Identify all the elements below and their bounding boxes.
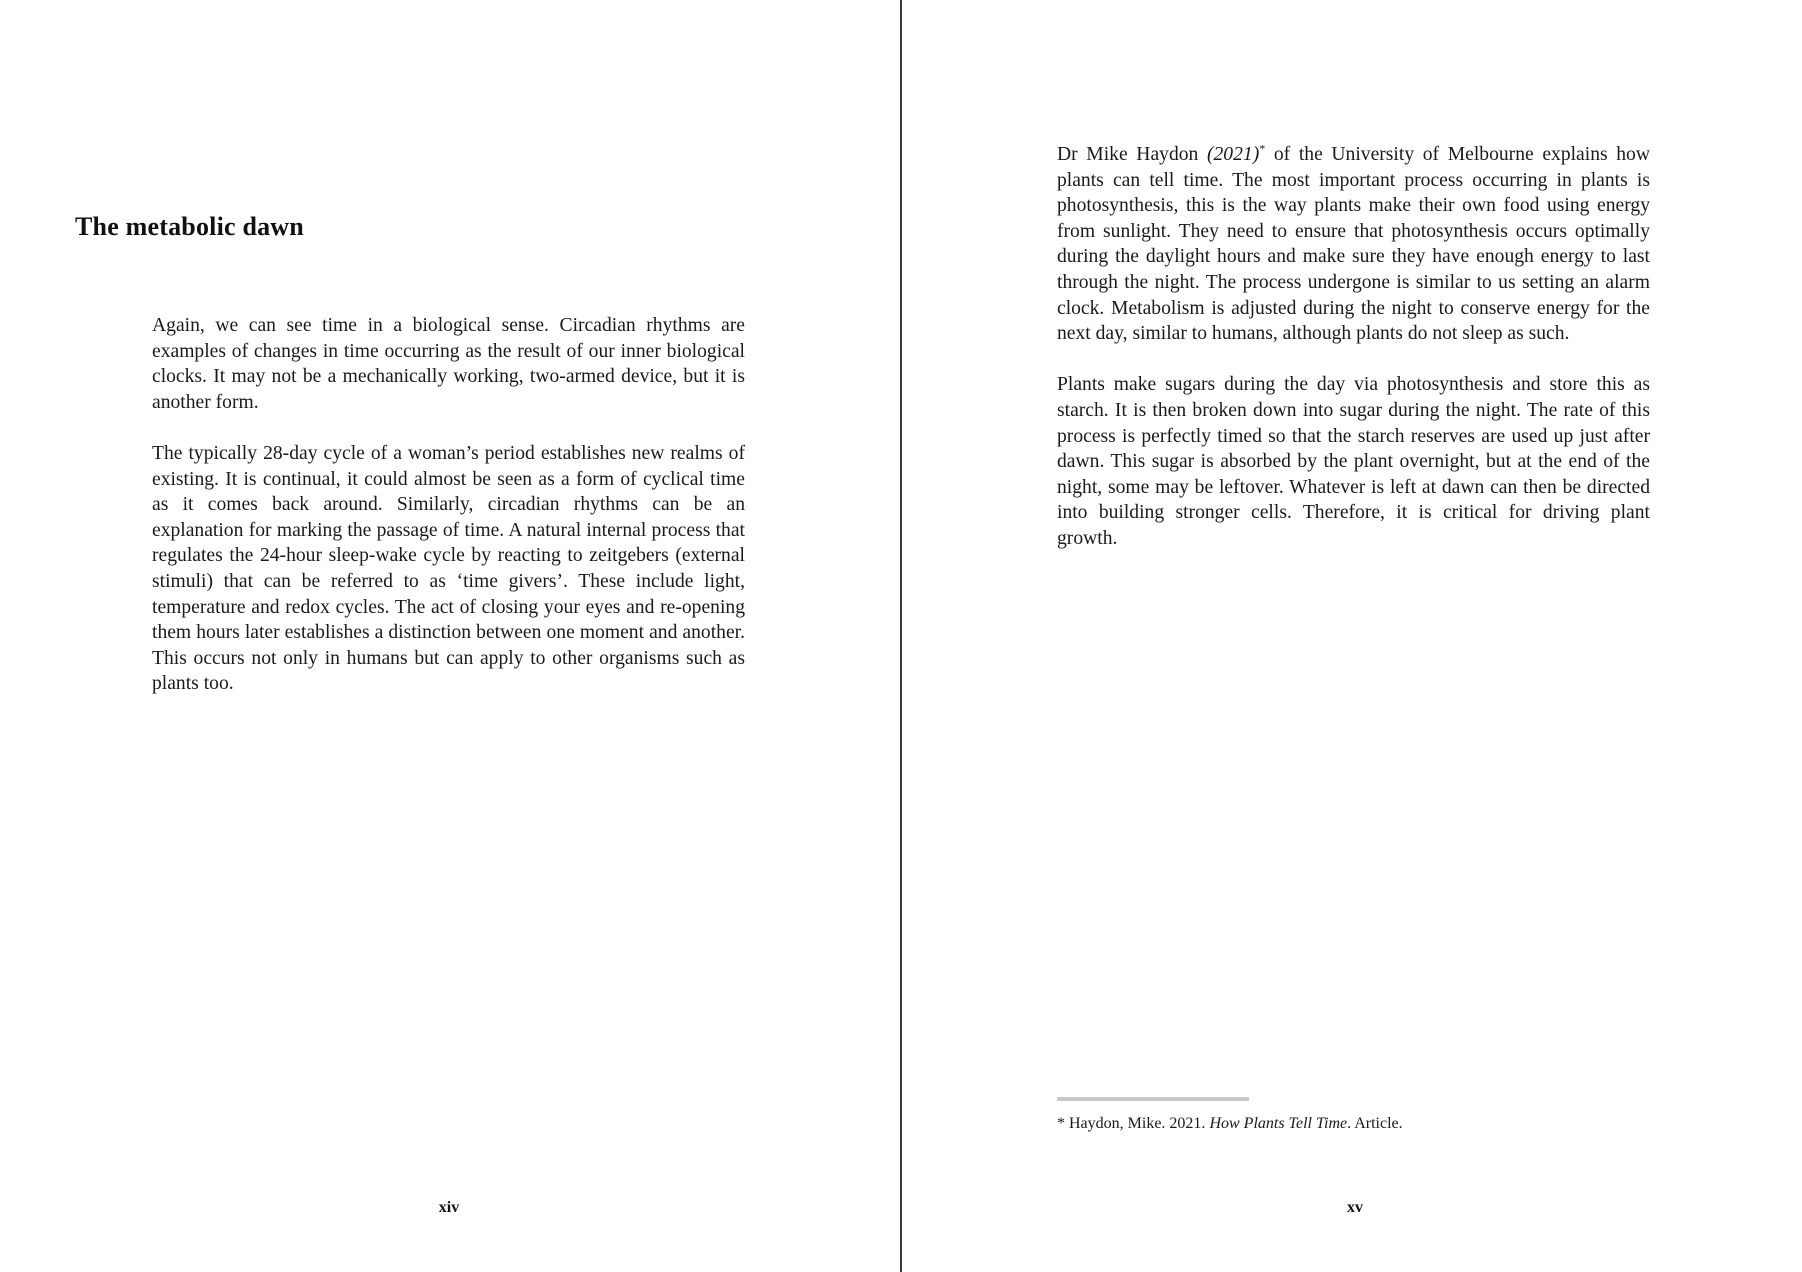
page-gutter-divider: [900, 0, 902, 1272]
footnote-suffix: . Article.: [1347, 1115, 1403, 1132]
page-number-right: xv: [1347, 1199, 1363, 1216]
section-heading: The metabolic dawn: [75, 212, 304, 241]
citation-year: (2021): [1206, 144, 1260, 165]
paragraph-circadian: Again, we can see time in a biological sense. Circadian rhythms are examples of changes in time occurring as the result of our inner biological clocks. It may not be a mechanically working, two-armed device, but it is another form.: [152, 315, 745, 413]
paragraph-sugars: Plants make sugars during the day via photosynthesis and store this as starch. It is then broken down into sugar during the night. The rate of this process is perfectly timed so that the starch reserves are used up just after dawn. This sugar is absorbed by the plant overnight, but at the end of the night, some may be leftover. Whatever is left at dawn can then be directed into building stronger cells. Therefore, it is critical for driving plant growth.: [1057, 374, 1650, 549]
right-body-text: [1057, 142, 1650, 552]
right-page: [903, 0, 1802, 1272]
footnote-marker[interactable]: *: [1259, 141, 1266, 156]
footnote-title: How Plants Tell Time: [1209, 1115, 1348, 1132]
left-body-text: [152, 313, 745, 697]
footnote-rule: [1057, 1097, 1249, 1101]
left-page: [0, 0, 900, 1272]
paragraph-cycle: The typically 28-day cycle of a woman’s period establishes new realms of existing. It is continual, it could almost be seen as a form of cyclical time as it comes back around. Similarly, circadian rhythms can be an explanation for marking the passage of time. A natural internal process that regulates the 24-hour sleep-wake cycle by reacting to zeitgebers (external stimuli) that can be referred to as ‘time givers’. These include light, temperature and redox cycles. The act of closing your eyes and re-opening them hours later establishes a distinction between one moment and another. This occurs not only in humans but can apply to other organisms such as plants too.: [152, 442, 745, 695]
footnote: [1057, 1114, 1403, 1134]
page-number-left: xiv: [438, 1199, 460, 1216]
footnote-prefix: * Haydon, Mike. 2021.: [1057, 1115, 1210, 1132]
paragraph-rest: of the University of Melbourne explains how plants can tell time. The most important process occurring in plants is photosynthesis, this is the way plants make their own food using energy from sunlight. They need to ensure that photosynthesis occurs optimally during the daylight hours and make sure they have enough energy to last through the night. The process undergone is similar to us setting an alarm clock. Metabolism is adjusted during the night to conserve energy for the next day, similar to humans, although plants do not sleep as such.: [1057, 144, 1650, 345]
paragraph-haydon: [1057, 142, 1650, 347]
paragraph-lead: Dr Mike Haydon: [1057, 144, 1207, 165]
